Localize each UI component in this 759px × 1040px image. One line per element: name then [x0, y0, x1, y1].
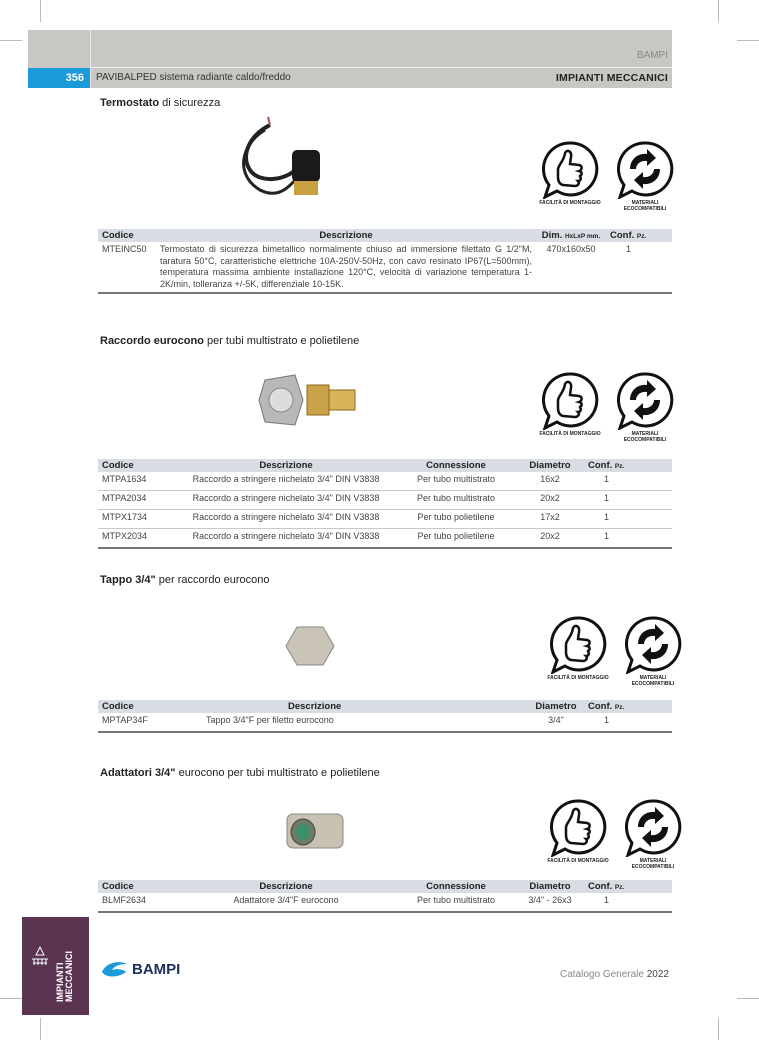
col-header-diameter: Diametro	[528, 700, 584, 713]
header-subtitle: PAVIBALPED sistema radiante caldo/freddo	[96, 72, 291, 83]
col-header-diameter: Diametro	[516, 880, 584, 893]
cell-conf: 1	[584, 893, 672, 912]
crop-mark	[718, 0, 719, 22]
crop-mark	[0, 40, 22, 41]
section-title: Tappo 3/4" per raccordo eurocono	[100, 574, 270, 586]
col-header-diameter: Diametro	[516, 459, 584, 472]
product-table	[98, 229, 672, 294]
cell-conf: 1	[584, 529, 672, 549]
col-header-conf: Conf. Pz.	[584, 880, 672, 893]
product-table	[98, 700, 672, 733]
cell-conn: Per tubo polietilene	[396, 529, 516, 549]
col-header-code: Codice	[98, 880, 176, 893]
crop-mark	[737, 998, 759, 999]
cell-dim: 470x160x50	[536, 242, 606, 293]
col-header-conf: Conf. Pz.	[584, 459, 672, 472]
recycle-arrows-icon	[614, 139, 676, 199]
product-table	[98, 459, 672, 549]
crop-mark	[40, 1018, 41, 1040]
section-title: Raccordo eurocono per tubi multistrato e polietilene	[100, 335, 360, 347]
feature-icons	[535, 370, 685, 445]
cell-desc: Raccordo a stringere nichelato 3/4" DIN V3838	[176, 510, 396, 529]
col-header-code: Codice	[98, 459, 176, 472]
col-header-conf: Conf. Pz.	[606, 229, 672, 242]
ease-of-assembly-badge: FACILITÀ DI MONTAGGIO	[535, 370, 605, 437]
eco-materials-badge: MATERIALI ECOCOMPATIBILI	[610, 139, 680, 212]
eco-materials-badge: MATERIALI ECOCOMPATIBILI	[618, 614, 688, 687]
cell-conf: 1	[584, 472, 672, 491]
cell-code: MTPA1634	[98, 472, 176, 491]
cell-diam: 17x2	[516, 510, 584, 529]
cell-conf: 1	[584, 510, 672, 529]
category-sidebar-tab	[22, 917, 89, 1015]
crop-mark	[737, 40, 759, 41]
col-header-connection: Connessione	[396, 880, 516, 893]
crop-mark	[0, 998, 22, 999]
product-table	[98, 880, 672, 913]
col-header-description: Descrizione	[176, 459, 396, 472]
cell-diam: 20x2	[516, 491, 584, 510]
crop-mark	[40, 0, 41, 22]
cell-code: MTPX2034	[98, 529, 176, 549]
thumbs-up-icon	[547, 614, 609, 674]
ease-of-assembly-badge: FACILITÀ DI MONTAGGIO	[535, 139, 605, 206]
cell-desc: Raccordo a stringere nichelato 3/4" DIN V3838	[176, 529, 396, 549]
header-brand: BAMPI	[636, 50, 668, 61]
feature-icons	[535, 139, 685, 214]
adapter-image	[285, 808, 345, 853]
cell-conf: 1	[584, 491, 672, 510]
header-category: IMPIANTI MECCANICI	[555, 72, 668, 84]
cell-description: Termostato di sicurezza bimetallico normalmente chiuso ad immersione filettato G 1/2"M, taratura 50°C, caratteristiche elettriche 10A-250V-50Hz, con cavo resinato IP67(L=500mm), temperatura massima ambiente installazione 120°C, velocità di variazione temperatura 1-2K/min, tolleranza +/-5K, differenziale 10-15K.	[156, 242, 536, 293]
cell-conn: Per tubo multistrato	[396, 491, 516, 510]
bampi-logo-icon	[100, 960, 128, 978]
feature-icons	[543, 614, 693, 689]
cell-diameter: 3/4"	[528, 713, 584, 732]
col-header-dim: Dim. HxLxP mm.	[536, 229, 606, 242]
cell-code: MTPX1734	[98, 510, 176, 529]
col-header-connection: Connessione	[396, 459, 516, 472]
eco-materials-badge: MATERIALI ECOCOMPATIBILI	[610, 370, 680, 443]
section-title: Adattatori 3/4" eurocono per tubi multistrato e polietilene	[100, 767, 380, 779]
cell-conf: 1	[584, 713, 672, 732]
recycle-arrows-icon	[622, 797, 684, 857]
thermostat-image	[230, 115, 330, 215]
col-header-conf: Conf. Pz.	[584, 700, 672, 713]
eurocone-fitting-image	[255, 360, 365, 440]
cell-code: MPTAP34F	[98, 713, 198, 732]
feature-icons	[543, 797, 693, 872]
thumbs-up-icon	[539, 370, 601, 430]
cell-diam: 16x2	[516, 472, 584, 491]
thumbs-up-icon	[547, 797, 609, 857]
table-row	[98, 242, 672, 293]
cell-code: BLMF2634	[98, 893, 176, 912]
col-header-code: Codice	[98, 229, 156, 242]
cap-image	[285, 625, 335, 667]
cell-diam: 20x2	[516, 529, 584, 549]
table-row	[98, 510, 672, 529]
table-row	[98, 713, 672, 732]
section-title: Termostato di sicurezza	[100, 97, 221, 109]
footer-catalog: Catalogo Generale 2022	[560, 969, 669, 980]
eco-materials-badge: MATERIALI ECOCOMPATIBILI	[618, 797, 688, 870]
cell-desc: Raccordo a stringere nichelato 3/4" DIN V3838	[176, 472, 396, 491]
col-header-description: Descrizione	[156, 229, 536, 242]
cell-connection: Per tubo multistrato	[396, 893, 516, 912]
table-row	[98, 529, 672, 549]
table-row	[98, 472, 672, 491]
thumbs-up-icon	[539, 139, 601, 199]
page-header	[28, 30, 672, 88]
col-header-description: Descrizione	[198, 700, 528, 713]
recycle-arrows-icon	[614, 370, 676, 430]
cell-code: MTEINC50	[98, 242, 156, 293]
cell-diameter: 3/4" - 26x3	[516, 893, 584, 912]
cell-code: MTPA2034	[98, 491, 176, 510]
cell-conf: 1	[606, 242, 672, 293]
cell-conn: Per tubo multistrato	[396, 472, 516, 491]
cell-desc: Raccordo a stringere nichelato 3/4" DIN V3838	[176, 491, 396, 510]
ease-of-assembly-badge: FACILITÀ DI MONTAGGIO	[543, 614, 613, 681]
cell-description: Adattatore 3/4"F eurocono	[176, 893, 396, 912]
col-header-code: Codice	[98, 700, 198, 713]
ease-of-assembly-badge: FACILITÀ DI MONTAGGIO	[543, 797, 613, 864]
crop-mark	[718, 1018, 719, 1040]
building-icon	[30, 945, 50, 967]
cell-conn: Per tubo polietilene	[396, 510, 516, 529]
page-number: 356	[28, 68, 90, 88]
cell-description: Tappo 3/4"F per filetto eurocono	[198, 713, 528, 732]
recycle-arrows-icon	[622, 614, 684, 674]
col-header-description: Descrizione	[176, 880, 396, 893]
table-row	[98, 491, 672, 510]
table-row	[98, 893, 672, 912]
sidebar-label: IMPIANTI MECCANICI	[55, 951, 74, 1002]
bampi-logo: BAMPI	[100, 960, 180, 978]
